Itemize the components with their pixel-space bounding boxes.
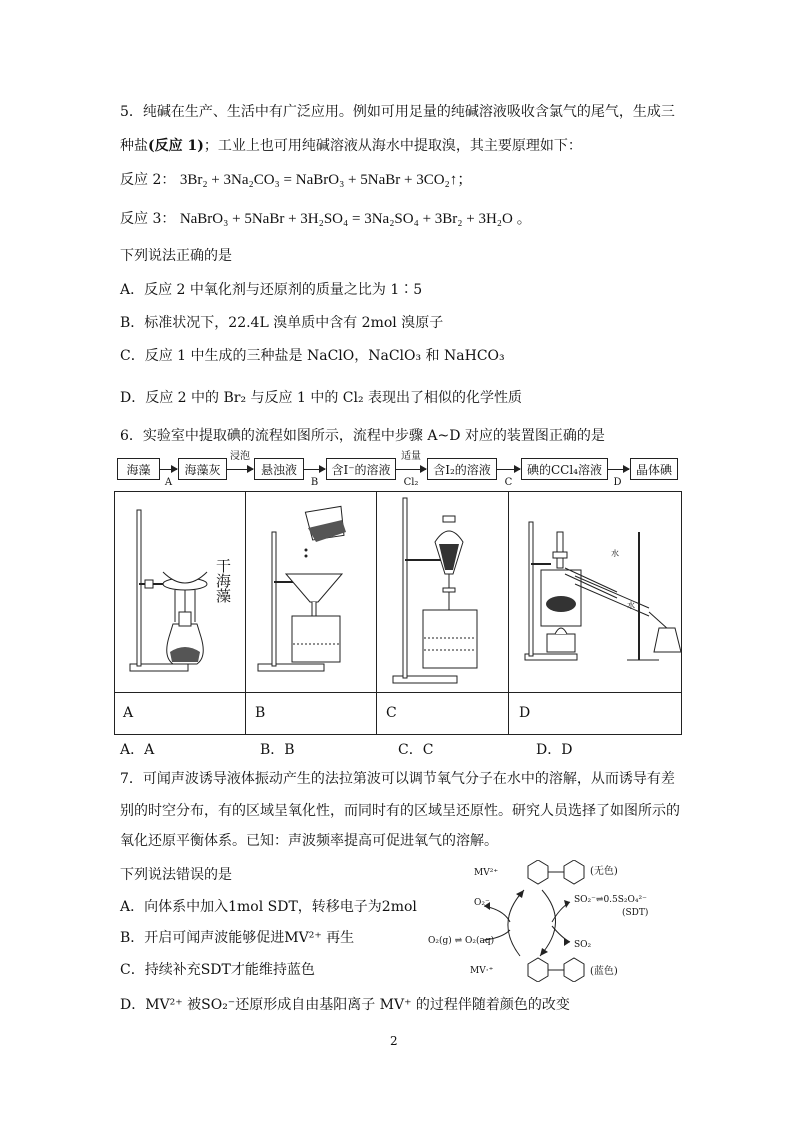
- diagram-o2minus: O₂⁻: [474, 898, 490, 908]
- flow-label-amount: 适量: [401, 451, 421, 462]
- q5-r2-equation: 3Br₂ + 3Na₂CO₃ = NaBrO₃ + 5NaBr + 3CO₂↑；: [179, 172, 473, 188]
- apparatus-d-distillation: [509, 492, 682, 692]
- q5-option-b[interactable]: B．标准状况下，22.4L 溴单质中含有 2mol 溴原子: [120, 315, 444, 331]
- q5-option-c[interactable]: C．反应 1 中生成的三种盐是 NaClO，NaClO₃ 和 NaHCO₃: [120, 348, 505, 364]
- flow-box-haizao: 海藻: [117, 458, 160, 480]
- flow-step-a: A: [164, 477, 173, 488]
- q5-r3-equation: NaBrO₃ + 5NaBr + 3H₂SO₄ = 3Na₂SO₄ + 3Br₂ + 3H₂O 。: [179, 211, 532, 227]
- flow-step-d: D: [613, 477, 622, 488]
- q6-choice-b[interactable]: B．B: [260, 742, 295, 758]
- diagram-sdt: (SDT): [622, 908, 649, 918]
- page-number: 2: [390, 1034, 398, 1048]
- q6-choice-a[interactable]: A．A: [120, 742, 155, 758]
- cell-label-d: D: [519, 705, 531, 721]
- flow-label-cl2: Cl₂: [403, 477, 419, 488]
- flow-arrow-5: [497, 469, 520, 470]
- flow-box-ccl4: 碘的CCl₄溶液: [521, 458, 608, 480]
- q7-redox-diagram: [424, 860, 686, 982]
- apparatus-a-note: [213, 558, 232, 608]
- q7-line3: 氧化还原平衡体系。已知：声波频率提高可促进氧气的溶解。: [120, 833, 498, 849]
- flow-box-iodine-solution: 含I₂的溶液: [427, 458, 497, 480]
- diagram-mv2: MV²⁺: [474, 868, 499, 878]
- flow-step-c: C: [504, 477, 513, 488]
- flow-box-ash: 海藻灰: [178, 458, 227, 480]
- table-divider: [115, 692, 681, 693]
- apparatus-d-water-in: 水: [611, 549, 619, 558]
- flow-arrow-6: [608, 469, 629, 470]
- q5-r3-label: 反应 3：: [120, 211, 176, 227]
- q5-line2c: ；工业上也可用纯碱溶液从海水中提取溴，其主要原理如下：: [203, 138, 582, 154]
- q5-line1: 5．纯碱在生产、生活中有广泛应用。例如可用足量的纯碱溶液吸收含氯气的尾气，生成三: [120, 104, 675, 120]
- flow-arrow-4: [396, 469, 426, 470]
- apparatus-b-filtration: [246, 492, 376, 692]
- flow-arrow-1: [160, 469, 177, 470]
- cell-label-c: C: [386, 705, 397, 721]
- apparatus-a-note-text: 干海藻: [214, 558, 232, 603]
- apparatus-d-water-out: 水: [627, 601, 635, 610]
- flow-arrow-3: [304, 469, 325, 470]
- q6-stem: 6．实验室中提取碘的流程如图所示，流程中步骤 A~D 对应的装置图正确的是: [120, 428, 605, 444]
- q5-line2a: 种盐: [120, 138, 148, 154]
- q7-option-b[interactable]: B．开启可闻声波能够促进MV²⁺ 再生: [120, 930, 355, 946]
- q5-option-d[interactable]: D．反应 2 中的 Br₂ 与反应 1 中的 Cl₂ 表现出了相似的化学性质: [120, 390, 523, 406]
- diagram-sdt-equilibrium: ⇌0.5S₂O₄²⁻: [595, 895, 647, 905]
- q7-option-c[interactable]: C．持续补充SDT才能维持蓝色: [120, 962, 315, 978]
- flow-box-crystal: 晶体碘: [630, 458, 678, 480]
- q6-choice-d[interactable]: D．D: [536, 742, 573, 758]
- cell-label-a: A: [123, 705, 134, 721]
- flow-label-soak: 浸泡: [230, 451, 250, 462]
- diagram-so2: SO₂: [574, 940, 592, 950]
- q5-reaction3: [120, 210, 532, 228]
- flow-step-b: B: [310, 477, 319, 488]
- q5-reaction2: [120, 171, 472, 189]
- diagram-so2minus-text: SO₂⁻: [574, 895, 596, 905]
- cell-label-b: B: [255, 705, 266, 721]
- q5-r2-label: 反应 2：: [120, 172, 176, 188]
- redox-cycle-graphic: [424, 860, 686, 982]
- flow-box-iodide: 含I⁻的溶液: [326, 458, 396, 480]
- q5-option-a[interactable]: A．反应 2 中氧化剂与还原剂的质量之比为 1∶5: [120, 282, 423, 298]
- apparatus-c-separating-funnel: [377, 492, 509, 692]
- q7-line2: 别的时空分布，有的区域呈氧化性，而同时有的区域呈还原性。研究人员选择了如图所示的: [120, 803, 680, 819]
- q7-option-a[interactable]: A．向体系中加入1mol SDT，转移电子为2mol: [120, 899, 417, 915]
- q6-apparatus-table: [114, 491, 682, 735]
- flow-box-suspension: 悬浊液: [254, 458, 304, 480]
- diagram-mv1: MV·⁺: [470, 966, 494, 976]
- q6-choice-c[interactable]: C．C: [398, 742, 434, 758]
- flow-arrow-2: [227, 469, 253, 470]
- diagram-blue: (蓝色): [590, 966, 618, 977]
- q7-line1: 7．可闻声波诱导液体振动产生的法拉第波可以调节氧气分子在水中的溶解，从而诱导有差: [120, 771, 675, 787]
- diagram-o2-equilibrium: O₂(g) ⇌ O₂(aq): [428, 936, 495, 946]
- q5-reaction1-tag: (反应 1): [148, 138, 204, 154]
- q5-stem: 下列说法正确的是: [120, 248, 232, 264]
- diagram-so2minus: [574, 895, 647, 906]
- diagram-colorless: (无色): [590, 866, 618, 877]
- q7-option-d[interactable]: D．MV²⁺ 被SO₂⁻还原形成自由基阳离子 MV⁺ 的过程伴随着颜色的改变: [120, 997, 570, 1013]
- q7-stem: 下列说法错误的是: [120, 867, 232, 883]
- q5-line2: [120, 137, 582, 155]
